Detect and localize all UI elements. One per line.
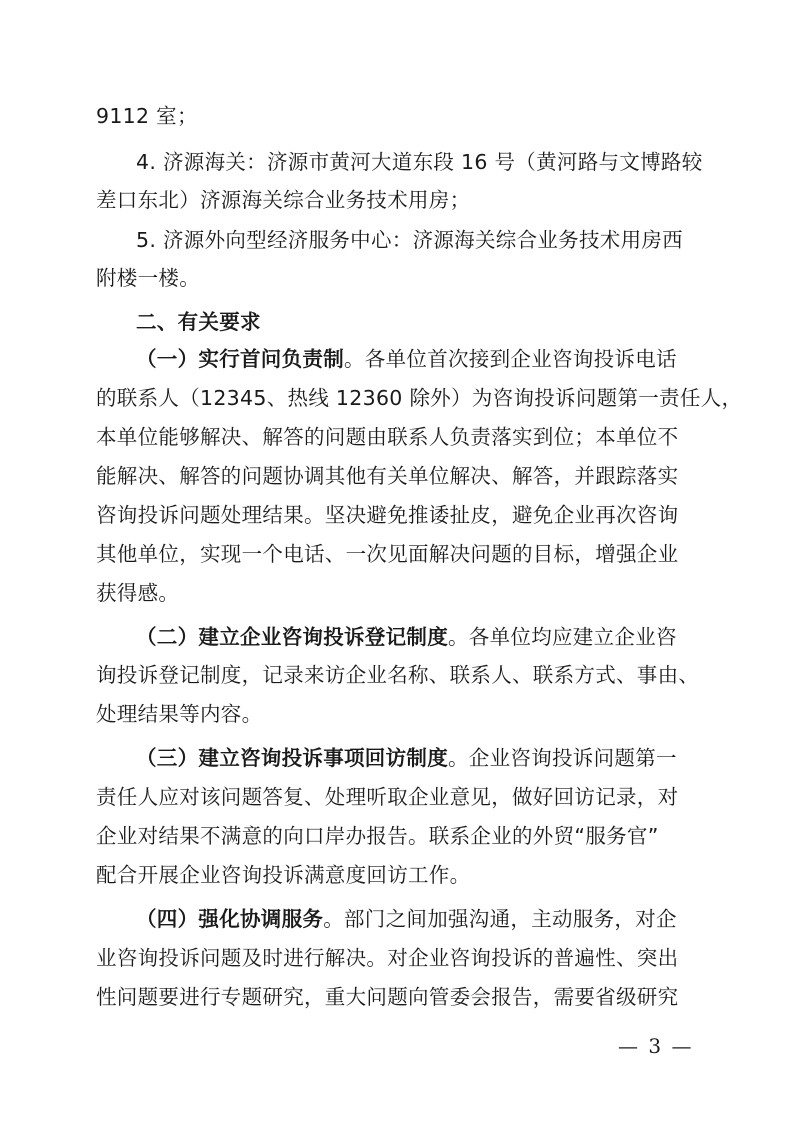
text-line: 能解决、解答的问题协调其他有关单位解决、解答，并跟踪落实 — [96, 464, 679, 488]
text-line: 处理结果等内容。 — [96, 702, 263, 726]
text-line: 差口东北）济源海关综合业务技术用房； — [96, 188, 471, 212]
item-heading: （四）强化协调服务 — [136, 907, 324, 931]
text-line: 本单位能够解决、解答的问题由联系人负责落实到位；本单位不 — [96, 425, 679, 449]
text-line: 9112 室； — [96, 104, 198, 128]
text-line: 的联系人（12345、热线 12360 除外）为咨询投诉问题第一责任人， — [96, 386, 743, 410]
text-line: 咨询投诉问题处理结果。坚决避免推诿扯皮，避免企业再次咨询 — [96, 503, 679, 527]
item-heading: （一）实行首问负责制 — [136, 347, 344, 371]
text-line: 企业对结果不满意的向口岸办报告。联系企业的外贸“服务官” — [96, 824, 659, 848]
text-line: 业咨询投诉问题及时进行解决。对企业咨询投诉的普遍性、突出 — [96, 946, 679, 970]
text-line: 获得感。 — [96, 581, 180, 605]
item-text: 。企业咨询投诉问题第一 — [448, 746, 677, 770]
text-line: 责任人应对该问题答复、处理听取企业意见，做好回访记录，对 — [96, 785, 679, 809]
item-text: 。各单位首次接到企业咨询投诉电话 — [344, 347, 677, 371]
section-heading: 二、有关要求 — [136, 310, 261, 334]
text-line — [136, 904, 696, 934]
text-line: 询投诉登记制度，记录来访企业名称、联系人、联系方式、事由、 — [96, 663, 700, 687]
text-line: 性问题要进行专题研究，重大问题向管委会报告，需要省级研究 — [96, 985, 679, 1009]
text-line — [136, 622, 696, 652]
text-line: 配合开展企业咨询投诉满意度回访工作。 — [96, 863, 471, 887]
text-line: 附楼一楼。 — [96, 266, 200, 290]
text-line — [136, 743, 696, 773]
item-text: 。部门之间加强沟通，主动服务，对企 — [323, 907, 677, 931]
text-line: 4. 济源海关：济源市黄河大道东段 16 号（黄河路与文博路较 — [136, 150, 703, 174]
item-heading: （三）建立咨询投诉事项回访制度 — [136, 746, 448, 770]
item-heading: （二）建立企业咨询投诉登记制度 — [136, 625, 448, 649]
text-line — [136, 344, 696, 374]
page-number: — 3 — — [618, 1034, 694, 1058]
text-line: 5. 济源外向型经济服务中心：济源海关综合业务技术用房西 — [136, 228, 683, 252]
item-text: 。各单位均应建立企业咨 — [448, 625, 677, 649]
text-line: 其他单位，实现一个电话、一次见面解决问题的目标，增强企业 — [96, 542, 679, 566]
